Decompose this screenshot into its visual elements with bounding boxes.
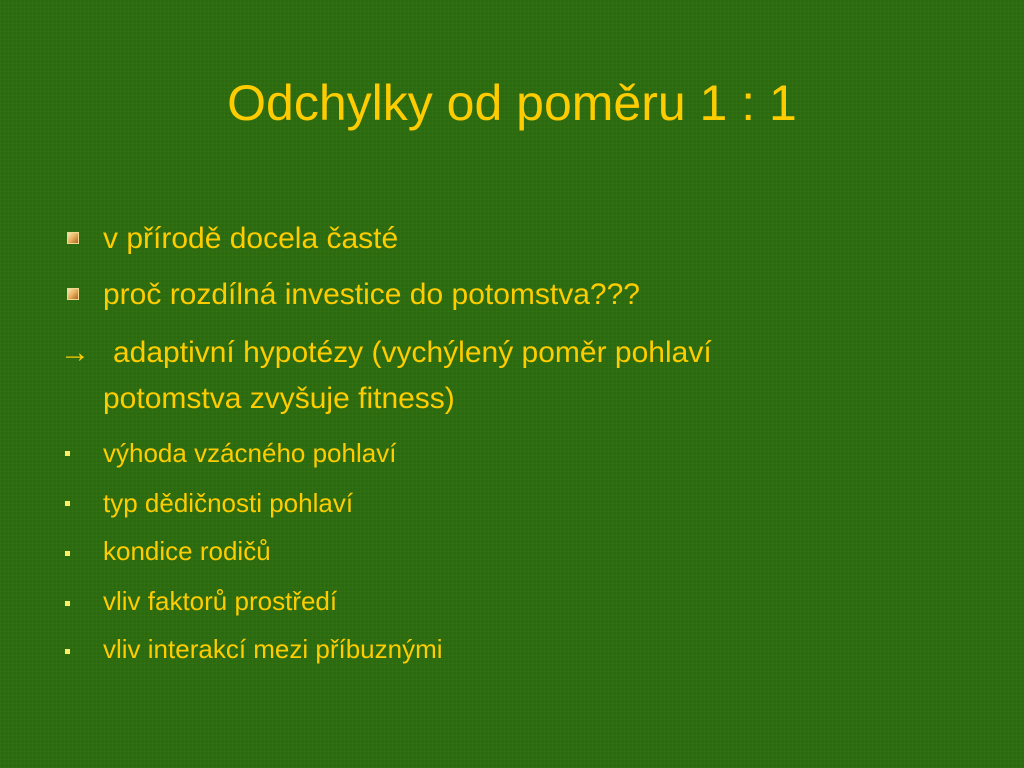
sub-bullet-5: vliv interakcí mezi příbuznými: [103, 634, 443, 664]
sub-bullet-4: vliv faktorů prostředí: [103, 586, 338, 616]
small-square-bullet-icon: [65, 649, 70, 654]
main-bullet-1: v přírodě docela časté: [103, 222, 399, 255]
arrow-item-line-1: adaptivní hypotézy (vychýlený poměr pohlaví: [113, 336, 712, 369]
main-bullet-2: proč rozdílná investice do potomstva???: [103, 278, 640, 311]
small-square-bullet-icon: [65, 501, 70, 506]
sub-bullet-1: výhoda vzácného pohlaví: [103, 438, 397, 468]
small-square-bullet-icon: [65, 451, 70, 456]
small-square-bullet-icon: [65, 601, 70, 606]
square-bullet-icon: [67, 288, 79, 300]
small-square-bullet-icon: [65, 551, 70, 556]
square-bullet-icon: [67, 232, 79, 244]
sub-bullet-2: typ dědičnosti pohlaví: [103, 488, 354, 518]
arrow-icon: →: [60, 336, 90, 369]
slide-title: Odchylky od poměru 1 : 1: [227, 75, 797, 131]
sub-bullet-3: kondice rodičů: [103, 536, 271, 566]
arrow-item-line-2: potomstva zvyšuje fitness): [103, 382, 455, 415]
